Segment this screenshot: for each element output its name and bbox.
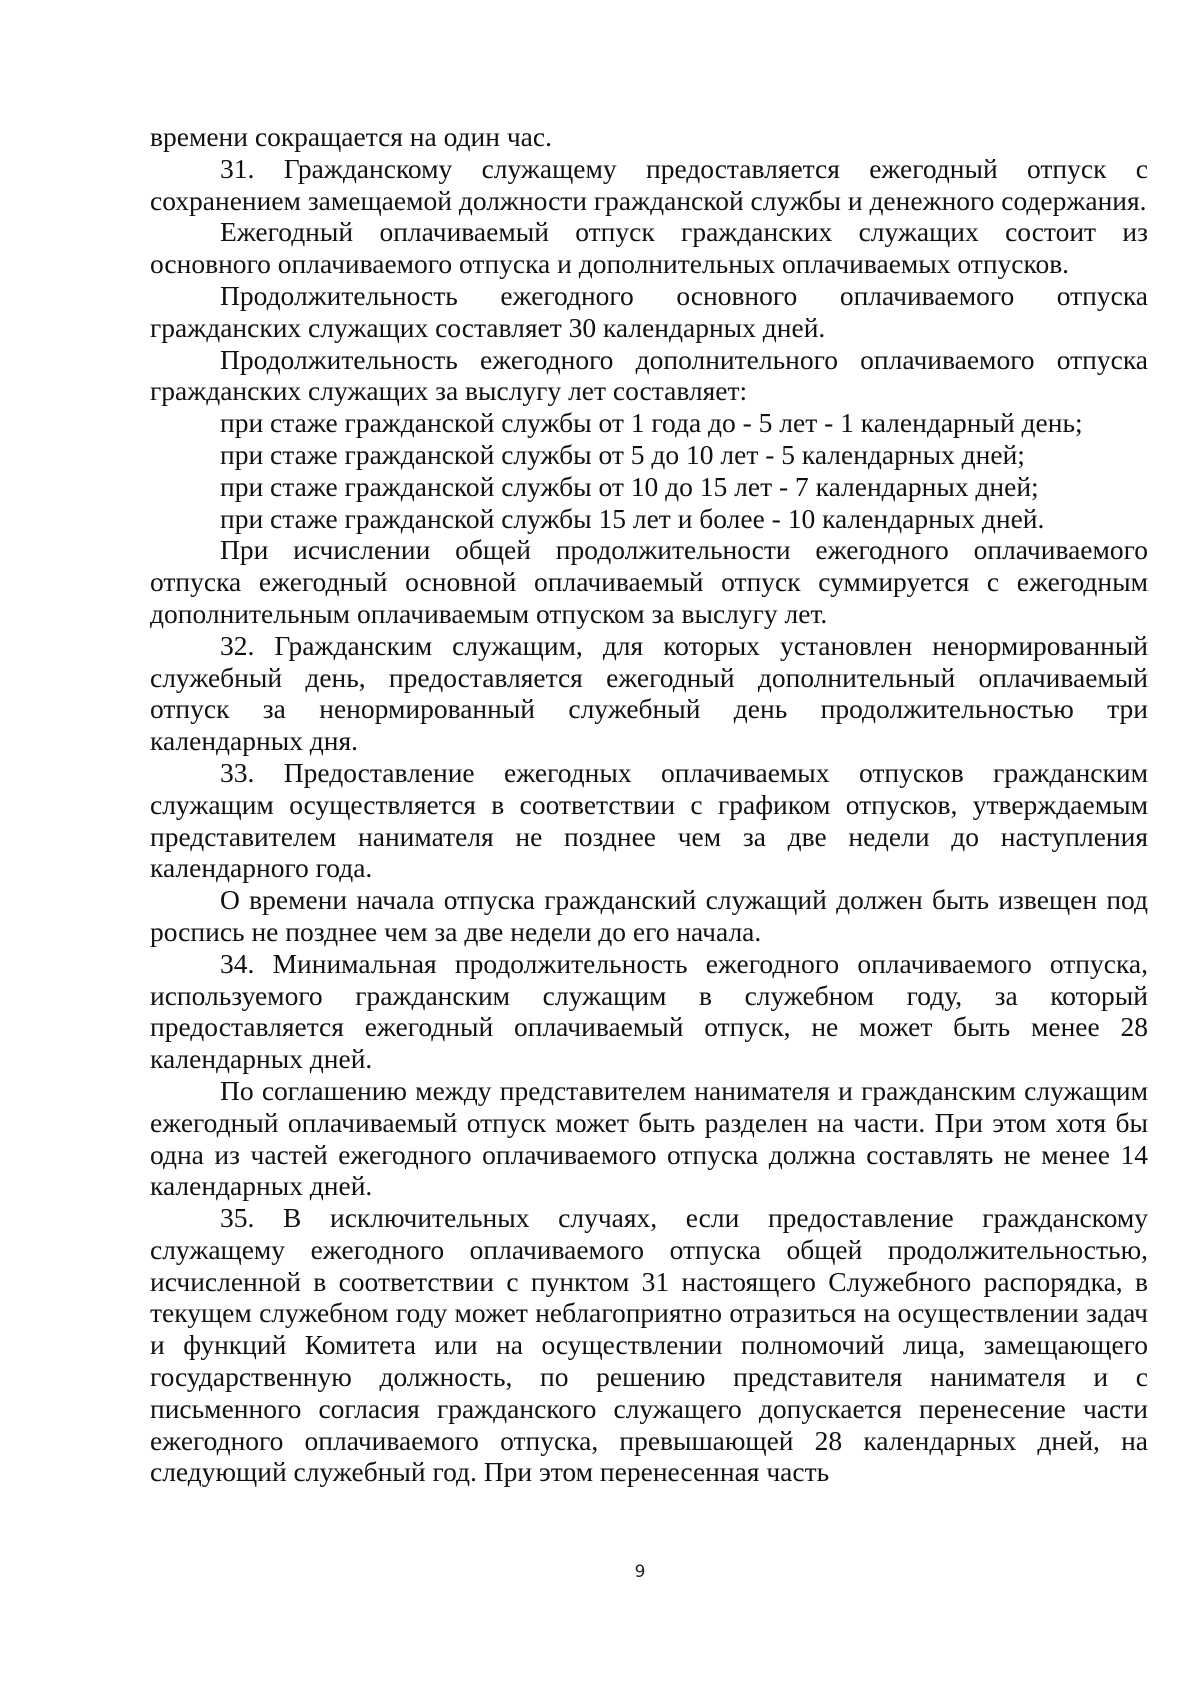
paragraph: По соглашению между представителем нанимателя и гражданским служащим ежегодный оплачиваемый отпуск может быть разделен на части. При этом хотя бы одна из частей ежегодного оплачиваемого отпуска должна составлять не менее 14 календарных дней. [150, 1074, 1148, 1202]
paragraph: времени сокращается на один час. [150, 121, 552, 152]
paragraph: О времени начала отпуска гражданский служащий должен быть извещен под роспись не позднее чем за две недели до его начала. [150, 884, 1148, 947]
paragraph-35: 35. В исключительных случаях, если предоставление гражданскому служащему ежегодного оплачиваемого отпуска общей продолжительностью, исчисленной в соответствии с пунктом 31 настоящего Служебного распорядка, в текущем служебном году может неблагоприятно отразиться на осуществлении задач и функций Комитета или на осуществлении полномочий лица, замещающего государственную должность, по решению представителя нанимателя и с письменного согласия гражданского служащего допускается перенесение части ежегодного оплачиваемого отпуска, превышающей 28 календарных дней, на следующий служебный год. При этом перенесенная часть [150, 1202, 1148, 1488]
list-item: при стаже гражданской службы от 1 года до - 5 лет - 1 календарный день; [220, 407, 1083, 439]
list-item: при стаже гражданской службы от 5 до 10 лет - 5 календарных дней; [220, 438, 1025, 470]
document-body [150, 121, 1148, 1488]
page-number: 9 [634, 1562, 646, 1582]
paragraph: Ежегодный оплачиваемый отпуск гражданских служащих состоит из основного оплачиваемого отпуска и дополнительных оплачиваемых отпусков. [150, 216, 1148, 280]
list-item: при стаже гражданской службы от 10 до 15 лет - 7 календарных дней; [220, 470, 1039, 502]
paragraph-31: 31. Гражданскому служащему предоставляется ежегодный отпуск с сохранением замещаемой должности гражданской службы и денежного содержания. [150, 152, 1148, 216]
paragraph-33: 33. Предоставление ежегодных оплачиваемых отпусков гражданским служащим осуществляется в соответствии с графиком отпусков, утверждаемым представителем нанимателя не позднее чем за две недели до наступления календарного года. [150, 756, 1148, 884]
paragraph: Продолжительность ежегодного дополнительного оплачиваемого отпуска гражданских служащих за выслугу лет составляет: [150, 343, 1148, 407]
paragraph-32: 32. Гражданским служащим, для которых установлен ненормированный служебный день, предоставляется ежегодный дополнительный оплачиваемый отпуск за ненормированный служебный день продолжительностью три календарных дня. [150, 629, 1148, 757]
paragraph: Продолжительность ежегодного основного оплачиваемого отпуска гражданских служащих составляет 30 календарных дней. [150, 279, 1148, 343]
list-item: при стаже гражданской службы 15 лет и более - 10 календарных дней. [220, 502, 1045, 534]
paragraph: При исчислении общей продолжительности ежегодного оплачиваемого отпуска ежегодный основной оплачиваемый отпуск суммируется с ежегодным дополнительным оплачиваемым отпуском за выслугу лет. [150, 534, 1148, 629]
paragraph-34: 34. Минимальная продолжительность ежегодного оплачиваемого отпуска, используемого гражданским служащим в служебном году, за который предоставляется ежегодный оплачиваемый отпуск, не может быть менее 28 календарных дней. [150, 947, 1148, 1075]
